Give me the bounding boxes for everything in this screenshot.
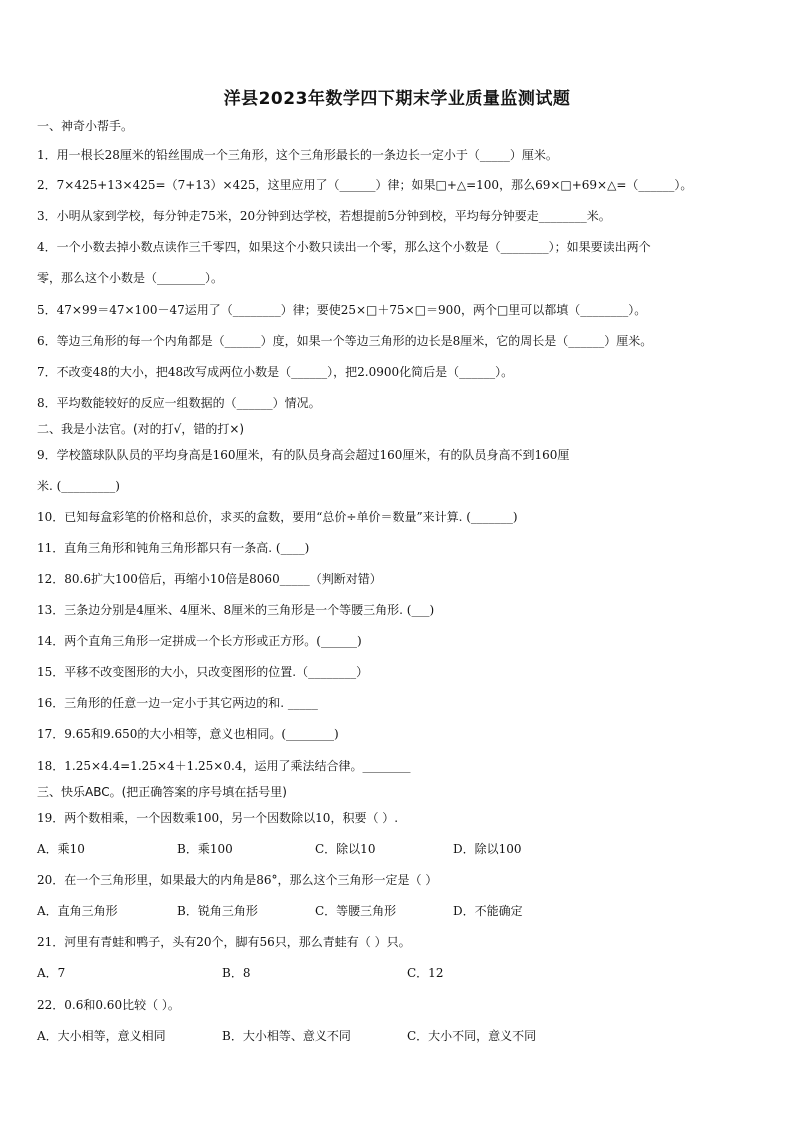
section-heading: 三、快乐ABC。(把正确答案的序号填在括号里) (37, 785, 287, 799)
question-line: 11．直角三角形和钝角三角形都只有一条高. (____) (37, 541, 310, 555)
section-heading: 一、神奇小帮手。 (37, 119, 134, 133)
question-line: 18．1.25×4.4=1.25×4＋1.25×0.4，运用了乘法结合律。________ (37, 759, 411, 773)
question-line: 17．9.65和9.650的大小相等，意义也相同。(________) (37, 727, 339, 741)
answer-option[interactable]: B．锐角三角形 (177, 904, 258, 918)
question-line: 20．在一个三角形里，如果最大的内角是86°，那么这个三角形一定是（ ） (37, 873, 438, 887)
question-line: 1．用一根长28厘米的铅丝围成一个三角形，这个三角形最长的一条边长一定小于（_____）厘米。 (37, 148, 558, 162)
answer-option[interactable]: A．大小相等，意义相同 (37, 1029, 166, 1043)
question-line: 21．河里有青蛙和鸭子，头有20个，脚有56只，那么青蛙有（ ）只。 (37, 935, 411, 949)
answer-option[interactable]: A．7 (37, 966, 66, 980)
answer-option[interactable]: A．直角三角形 (37, 904, 118, 918)
question-line: 6．等边三角形的每一个内角都是（______）度，如果一个等边三角形的边长是8厘米，它的周长是（______）厘米。 (37, 334, 653, 348)
question-line: 14．两个直角三角形一定拼成一个长方形或正方形。(______) (37, 634, 362, 648)
answer-option[interactable]: B．8 (222, 966, 251, 980)
question-line: 13．三条边分别是4厘米、4厘米、8厘米的三角形是一个等腰三角形. (___) (37, 603, 435, 617)
question-line: 16．三角形的任意一边一定小于其它两边的和. _____ (37, 696, 318, 710)
question-line: 零，那么这个小数是（________）。 (37, 271, 224, 285)
answer-option[interactable]: C．等腰三角形 (315, 904, 397, 918)
answer-option[interactable]: A．乘10 (37, 842, 85, 856)
question-line: 2．7×425+13×425=（7+13）×425，这里应用了（______）律；如果□+△=100，那么69×□+69×△=（______）。 (37, 178, 693, 192)
answer-option[interactable]: C．大小不同，意义不同 (407, 1029, 537, 1043)
answer-option[interactable]: C．除以10 (315, 842, 376, 856)
answer-option[interactable]: C．12 (407, 966, 444, 980)
page-title: 洋县2023年数学四下期末学业质量监测试题 (223, 89, 571, 109)
question-line: 15．平移不改变图形的大小，只改变图形的位置.（________） (37, 665, 369, 679)
question-line: 19．两个数相乘，一个因数乘100，另一个因数除以10，积要（ ）. (37, 811, 399, 825)
question-line: 10．已知每盒彩笔的价格和总价，求买的盒数，要用“总价÷单价＝数量”来计算. (_______) (37, 510, 518, 524)
answer-option[interactable]: D．除以100 (453, 842, 522, 856)
answer-option[interactable]: B．大小相等、意义不同 (222, 1029, 351, 1043)
question-line: 米. (_________) (37, 479, 120, 493)
question-line: 8．平均数能较好的反应一组数据的（______）情况。 (37, 396, 321, 410)
question-line: 3．小明从家到学校，每分钟走75米，20分钟到达学校，若想提前5分钟到校，平均每分钟要走________米。 (37, 209, 611, 223)
question-line: 22．0.6和0.60比较（ ）。 (37, 998, 180, 1012)
question-line: 5．47×99＝47×100－47运用了（________）律；要使25×□＋75×□＝900，两个□里可以都填（________）。 (37, 303, 647, 317)
answer-option[interactable]: B．乘100 (177, 842, 233, 856)
question-line: 7．不改变48的大小，把48改写成两位小数是（______），把2.0900化简后是（______）。 (37, 365, 514, 379)
question-line: 12．80.6扩大100倍后，再缩小10倍是8060_____（判断对错） (37, 572, 382, 586)
answer-option[interactable]: D．不能确定 (453, 904, 523, 918)
question-line: 4．一个小数去掉小数点读作三千零四，如果这个小数只读出一个零，那么这个小数是（________）；如果要读出两个 (37, 240, 651, 254)
question-line: 9．学校篮球队队员的平均身高是160厘米，有的队员身高会超过160厘米，有的队员身高不到160厘 (37, 448, 570, 462)
section-heading: 二、我是小法官。(对的打√，错的打×) (37, 422, 245, 436)
